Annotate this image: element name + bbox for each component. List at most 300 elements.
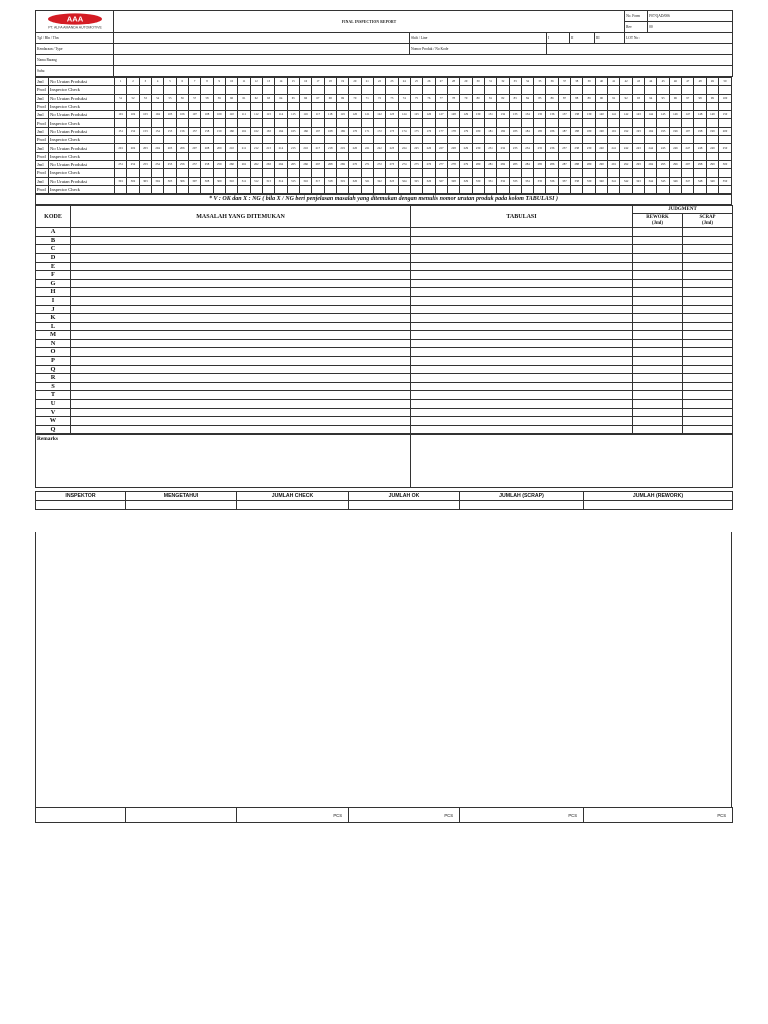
- scrap-cell[interactable]: [683, 279, 733, 288]
- check-cell[interactable]: [423, 136, 435, 144]
- check-cell[interactable]: [176, 169, 188, 177]
- check-cell[interactable]: [213, 136, 225, 144]
- check-cell[interactable]: [620, 152, 632, 160]
- check-cell[interactable]: [521, 152, 533, 160]
- check-cell[interactable]: [472, 119, 484, 127]
- check-cell[interactable]: [262, 185, 274, 193]
- check-cell[interactable]: [546, 86, 558, 94]
- check-cell[interactable]: [534, 102, 546, 110]
- check-cell[interactable]: [262, 102, 274, 110]
- check-cell[interactable]: [164, 185, 176, 193]
- check-cell[interactable]: [534, 169, 546, 177]
- check-cell[interactable]: [410, 136, 422, 144]
- check-cell[interactable]: [558, 136, 570, 144]
- masalah-cell[interactable]: [71, 271, 411, 280]
- check-cell[interactable]: [719, 152, 732, 160]
- check-cell[interactable]: [151, 86, 163, 94]
- masalah-cell[interactable]: [71, 417, 411, 426]
- check-cell[interactable]: [497, 86, 509, 94]
- check-cell[interactable]: [361, 152, 373, 160]
- check-cell[interactable]: [669, 119, 681, 127]
- rework-cell[interactable]: [633, 271, 683, 280]
- check-cell[interactable]: [398, 119, 410, 127]
- scrap-cell[interactable]: [683, 391, 733, 400]
- check-cell[interactable]: [201, 119, 213, 127]
- check-cell[interactable]: [213, 152, 225, 160]
- check-cell[interactable]: [509, 136, 521, 144]
- check-cell[interactable]: [139, 185, 151, 193]
- check-cell[interactable]: [386, 102, 398, 110]
- date-field[interactable]: [114, 33, 410, 44]
- check-cell[interactable]: [484, 136, 496, 144]
- scrap-cell[interactable]: [683, 296, 733, 305]
- masalah-cell[interactable]: [71, 331, 411, 340]
- tabulasi-cell[interactable]: [411, 262, 633, 271]
- check-cell[interactable]: [250, 136, 262, 144]
- check-cell[interactable]: [287, 86, 299, 94]
- mengetahui-sign-top[interactable]: [126, 501, 237, 510]
- check-cell[interactable]: [336, 185, 348, 193]
- check-cell[interactable]: [312, 102, 324, 110]
- check-cell[interactable]: [201, 102, 213, 110]
- check-cell[interactable]: [657, 185, 669, 193]
- check-cell[interactable]: [238, 169, 250, 177]
- check-cell[interactable]: [151, 102, 163, 110]
- check-cell[interactable]: [201, 185, 213, 193]
- check-cell[interactable]: [657, 169, 669, 177]
- check-cell[interactable]: [558, 152, 570, 160]
- check-cell[interactable]: [595, 86, 607, 94]
- check-cell[interactable]: [608, 119, 620, 127]
- check-cell[interactable]: [312, 119, 324, 127]
- masalah-cell[interactable]: [71, 228, 411, 237]
- check-cell[interactable]: [706, 152, 718, 160]
- check-cell[interactable]: [127, 169, 139, 177]
- check-cell[interactable]: [571, 136, 583, 144]
- check-cell[interactable]: [595, 185, 607, 193]
- check-cell[interactable]: [410, 119, 422, 127]
- check-cell[interactable]: [225, 152, 237, 160]
- inspektor-sign-top[interactable]: [36, 501, 126, 510]
- check-cell[interactable]: [176, 136, 188, 144]
- product-code-field[interactable]: [547, 44, 733, 55]
- check-cell[interactable]: [250, 86, 262, 94]
- check-cell[interactable]: [299, 102, 311, 110]
- check-cell[interactable]: [398, 169, 410, 177]
- jumlah-ok-top[interactable]: [349, 501, 460, 510]
- rework-cell[interactable]: [633, 279, 683, 288]
- check-cell[interactable]: [287, 152, 299, 160]
- check-cell[interactable]: [336, 152, 348, 160]
- check-cell[interactable]: [509, 169, 521, 177]
- check-cell[interactable]: [558, 86, 570, 94]
- masalah-cell[interactable]: [71, 322, 411, 331]
- check-cell[interactable]: [694, 102, 706, 110]
- rework-cell[interactable]: [633, 348, 683, 357]
- check-cell[interactable]: [645, 185, 657, 193]
- check-cell[interactable]: [275, 169, 287, 177]
- check-cell[interactable]: [115, 185, 127, 193]
- check-cell[interactable]: [336, 136, 348, 144]
- check-cell[interactable]: [225, 185, 237, 193]
- check-cell[interactable]: [484, 119, 496, 127]
- check-cell[interactable]: [213, 169, 225, 177]
- check-cell[interactable]: [620, 136, 632, 144]
- check-cell[interactable]: [262, 119, 274, 127]
- check-cell[interactable]: [127, 136, 139, 144]
- check-cell[interactable]: [287, 185, 299, 193]
- check-cell[interactable]: [324, 136, 336, 144]
- check-cell[interactable]: [201, 152, 213, 160]
- scrap-cell[interactable]: [683, 417, 733, 426]
- check-cell[interactable]: [460, 169, 472, 177]
- check-cell[interactable]: [127, 102, 139, 110]
- check-cell[interactable]: [521, 185, 533, 193]
- check-cell[interactable]: [398, 102, 410, 110]
- shift-2[interactable]: II: [570, 33, 595, 44]
- check-cell[interactable]: [447, 185, 459, 193]
- check-cell[interactable]: [472, 102, 484, 110]
- rework-cell[interactable]: [633, 322, 683, 331]
- rework-cell[interactable]: [633, 314, 683, 323]
- check-cell[interactable]: [238, 185, 250, 193]
- masalah-cell[interactable]: [71, 236, 411, 245]
- check-cell[interactable]: [386, 86, 398, 94]
- scrap-cell[interactable]: [683, 408, 733, 417]
- scrap-cell[interactable]: [683, 271, 733, 280]
- check-cell[interactable]: [349, 86, 361, 94]
- check-cell[interactable]: [632, 185, 644, 193]
- check-cell[interactable]: [250, 152, 262, 160]
- check-cell[interactable]: [188, 86, 200, 94]
- check-cell[interactable]: [127, 119, 139, 127]
- check-cell[interactable]: [694, 136, 706, 144]
- check-cell[interactable]: [115, 152, 127, 160]
- check-cell[interactable]: [534, 86, 546, 94]
- tabulasi-cell[interactable]: [411, 314, 633, 323]
- check-cell[interactable]: [139, 136, 151, 144]
- check-cell[interactable]: [460, 136, 472, 144]
- check-cell[interactable]: [447, 169, 459, 177]
- check-cell[interactable]: [336, 102, 348, 110]
- check-cell[interactable]: [657, 86, 669, 94]
- check-cell[interactable]: [423, 119, 435, 127]
- rework-cell[interactable]: [633, 288, 683, 297]
- check-cell[interactable]: [287, 119, 299, 127]
- check-cell[interactable]: [719, 102, 732, 110]
- rework-cell[interactable]: [633, 357, 683, 366]
- tabulasi-cell[interactable]: [411, 391, 633, 400]
- scrap-cell[interactable]: [683, 236, 733, 245]
- check-cell[interactable]: [682, 119, 694, 127]
- check-cell[interactable]: [595, 136, 607, 144]
- check-cell[interactable]: [324, 185, 336, 193]
- check-cell[interactable]: [349, 136, 361, 144]
- rework-cell[interactable]: [633, 400, 683, 409]
- check-cell[interactable]: [583, 185, 595, 193]
- check-cell[interactable]: [497, 102, 509, 110]
- check-cell[interactable]: [299, 152, 311, 160]
- tabulasi-cell[interactable]: [411, 357, 633, 366]
- masalah-cell[interactable]: [71, 305, 411, 314]
- check-cell[interactable]: [151, 169, 163, 177]
- check-cell[interactable]: [608, 152, 620, 160]
- jumlah-ok-value[interactable]: PCS: [349, 808, 460, 823]
- tabulasi-cell[interactable]: [411, 400, 633, 409]
- check-cell[interactable]: [225, 136, 237, 144]
- check-cell[interactable]: [645, 102, 657, 110]
- tabulasi-cell[interactable]: [411, 253, 633, 262]
- check-cell[interactable]: [386, 185, 398, 193]
- check-cell[interactable]: [115, 136, 127, 144]
- scrap-cell[interactable]: [683, 253, 733, 262]
- check-cell[interactable]: [682, 136, 694, 144]
- check-cell[interactable]: [336, 169, 348, 177]
- check-cell[interactable]: [410, 152, 422, 160]
- scrap-cell[interactable]: [683, 382, 733, 391]
- check-cell[interactable]: [336, 86, 348, 94]
- check-cell[interactable]: [349, 119, 361, 127]
- check-cell[interactable]: [694, 86, 706, 94]
- check-cell[interactable]: [682, 102, 694, 110]
- check-cell[interactable]: [373, 169, 385, 177]
- shift-1[interactable]: I: [547, 33, 570, 44]
- check-cell[interactable]: [632, 136, 644, 144]
- check-cell[interactable]: [472, 86, 484, 94]
- tabulasi-cell[interactable]: [411, 408, 633, 417]
- check-cell[interactable]: [706, 102, 718, 110]
- check-cell[interactable]: [386, 119, 398, 127]
- tabulasi-cell[interactable]: [411, 305, 633, 314]
- check-cell[interactable]: [312, 86, 324, 94]
- check-cell[interactable]: [546, 136, 558, 144]
- masalah-cell[interactable]: [71, 357, 411, 366]
- check-cell[interactable]: [546, 152, 558, 160]
- check-cell[interactable]: [484, 152, 496, 160]
- check-cell[interactable]: [213, 86, 225, 94]
- check-cell[interactable]: [534, 119, 546, 127]
- check-cell[interactable]: [558, 119, 570, 127]
- check-cell[interactable]: [262, 86, 274, 94]
- check-cell[interactable]: [188, 136, 200, 144]
- tabulasi-cell[interactable]: [411, 365, 633, 374]
- check-cell[interactable]: [373, 136, 385, 144]
- check-cell[interactable]: [164, 169, 176, 177]
- check-cell[interactable]: [324, 102, 336, 110]
- check-cell[interactable]: [373, 86, 385, 94]
- check-cell[interactable]: [534, 152, 546, 160]
- check-cell[interactable]: [682, 185, 694, 193]
- check-cell[interactable]: [410, 185, 422, 193]
- check-cell[interactable]: [645, 136, 657, 144]
- masalah-cell[interactable]: [71, 408, 411, 417]
- check-cell[interactable]: [423, 86, 435, 94]
- check-cell[interactable]: [447, 102, 459, 110]
- check-cell[interactable]: [188, 102, 200, 110]
- check-cell[interactable]: [460, 102, 472, 110]
- check-cell[interactable]: [238, 119, 250, 127]
- inspektor-sign[interactable]: [36, 808, 126, 823]
- check-cell[interactable]: [188, 119, 200, 127]
- check-cell[interactable]: [509, 119, 521, 127]
- check-cell[interactable]: [546, 185, 558, 193]
- check-cell[interactable]: [213, 185, 225, 193]
- check-cell[interactable]: [472, 169, 484, 177]
- check-cell[interactable]: [225, 119, 237, 127]
- check-cell[interactable]: [472, 152, 484, 160]
- check-cell[interactable]: [706, 119, 718, 127]
- check-cell[interactable]: [238, 152, 250, 160]
- check-cell[interactable]: [719, 119, 732, 127]
- check-cell[interactable]: [238, 86, 250, 94]
- check-cell[interactable]: [620, 102, 632, 110]
- check-cell[interactable]: [435, 185, 447, 193]
- check-cell[interactable]: [497, 136, 509, 144]
- tabulasi-cell[interactable]: [411, 339, 633, 348]
- check-cell[interactable]: [595, 152, 607, 160]
- check-cell[interactable]: [115, 169, 127, 177]
- check-cell[interactable]: [546, 102, 558, 110]
- rework-cell[interactable]: [633, 374, 683, 383]
- check-cell[interactable]: [361, 119, 373, 127]
- jumlah-rework-value[interactable]: PCS: [584, 808, 733, 823]
- check-cell[interactable]: [435, 152, 447, 160]
- tabulasi-cell[interactable]: [411, 288, 633, 297]
- jumlah-check-value[interactable]: PCS: [237, 808, 349, 823]
- check-cell[interactable]: [127, 185, 139, 193]
- check-cell[interactable]: [176, 102, 188, 110]
- check-cell[interactable]: [632, 102, 644, 110]
- check-cell[interactable]: [583, 119, 595, 127]
- rework-cell[interactable]: [633, 296, 683, 305]
- check-cell[interactable]: [398, 86, 410, 94]
- check-cell[interactable]: [447, 152, 459, 160]
- check-cell[interactable]: [509, 86, 521, 94]
- check-cell[interactable]: [275, 102, 287, 110]
- temperature-field[interactable]: [114, 66, 733, 77]
- scrap-cell[interactable]: [683, 228, 733, 237]
- check-cell[interactable]: [620, 169, 632, 177]
- rework-cell[interactable]: [633, 262, 683, 271]
- check-cell[interactable]: [349, 102, 361, 110]
- check-cell[interactable]: [115, 119, 127, 127]
- check-cell[interactable]: [386, 152, 398, 160]
- check-cell[interactable]: [213, 102, 225, 110]
- masalah-cell[interactable]: [71, 279, 411, 288]
- check-cell[interactable]: [324, 152, 336, 160]
- check-cell[interactable]: [262, 169, 274, 177]
- check-cell[interactable]: [164, 119, 176, 127]
- tabulasi-cell[interactable]: [411, 322, 633, 331]
- check-cell[interactable]: [435, 102, 447, 110]
- tabulasi-cell[interactable]: [411, 425, 633, 434]
- check-cell[interactable]: [164, 152, 176, 160]
- check-cell[interactable]: [460, 86, 472, 94]
- scrap-cell[interactable]: [683, 262, 733, 271]
- check-cell[interactable]: [632, 119, 644, 127]
- check-cell[interactable]: [719, 185, 732, 193]
- check-cell[interactable]: [460, 119, 472, 127]
- jumlah-check-top[interactable]: [237, 501, 349, 510]
- rework-cell[interactable]: [633, 408, 683, 417]
- check-cell[interactable]: [312, 136, 324, 144]
- check-cell[interactable]: [299, 86, 311, 94]
- tabulasi-cell[interactable]: [411, 382, 633, 391]
- masalah-cell[interactable]: [71, 365, 411, 374]
- check-cell[interactable]: [225, 86, 237, 94]
- check-cell[interactable]: [398, 136, 410, 144]
- check-cell[interactable]: [595, 102, 607, 110]
- check-cell[interactable]: [164, 102, 176, 110]
- check-cell[interactable]: [373, 119, 385, 127]
- check-cell[interactable]: [115, 86, 127, 94]
- check-cell[interactable]: [706, 169, 718, 177]
- check-cell[interactable]: [373, 152, 385, 160]
- scrap-cell[interactable]: [683, 339, 733, 348]
- rework-cell[interactable]: [633, 305, 683, 314]
- masalah-cell[interactable]: [71, 253, 411, 262]
- check-cell[interactable]: [645, 169, 657, 177]
- rework-cell[interactable]: [633, 417, 683, 426]
- check-cell[interactable]: [460, 185, 472, 193]
- check-cell[interactable]: [213, 119, 225, 127]
- check-cell[interactable]: [521, 102, 533, 110]
- scrap-cell[interactable]: [683, 365, 733, 374]
- remarks-field[interactable]: [36, 435, 411, 488]
- check-cell[interactable]: [164, 86, 176, 94]
- tabulasi-cell[interactable]: [411, 271, 633, 280]
- check-cell[interactable]: [139, 102, 151, 110]
- check-cell[interactable]: [151, 136, 163, 144]
- check-cell[interactable]: [361, 102, 373, 110]
- check-cell[interactable]: [275, 86, 287, 94]
- check-cell[interactable]: [299, 169, 311, 177]
- check-cell[interactable]: [324, 119, 336, 127]
- check-cell[interactable]: [275, 119, 287, 127]
- check-cell[interactable]: [386, 136, 398, 144]
- check-cell[interactable]: [521, 86, 533, 94]
- shift-3[interactable]: III: [595, 33, 625, 44]
- check-cell[interactable]: [620, 185, 632, 193]
- check-cell[interactable]: [238, 102, 250, 110]
- check-cell[interactable]: [608, 136, 620, 144]
- rework-cell[interactable]: [633, 228, 683, 237]
- check-cell[interactable]: [669, 185, 681, 193]
- masalah-cell[interactable]: [71, 400, 411, 409]
- check-cell[interactable]: [373, 185, 385, 193]
- check-cell[interactable]: [447, 136, 459, 144]
- check-cell[interactable]: [275, 152, 287, 160]
- check-cell[interactable]: [706, 86, 718, 94]
- tabulasi-cell[interactable]: [411, 279, 633, 288]
- check-cell[interactable]: [188, 169, 200, 177]
- check-cell[interactable]: [299, 119, 311, 127]
- check-cell[interactable]: [546, 169, 558, 177]
- check-cell[interactable]: [694, 119, 706, 127]
- check-cell[interactable]: [410, 169, 422, 177]
- check-cell[interactable]: [484, 86, 496, 94]
- check-cell[interactable]: [497, 169, 509, 177]
- tabulasi-cell[interactable]: [411, 331, 633, 340]
- rework-cell[interactable]: [633, 382, 683, 391]
- check-cell[interactable]: [361, 86, 373, 94]
- check-cell[interactable]: [719, 136, 732, 144]
- check-cell[interactable]: [176, 86, 188, 94]
- check-cell[interactable]: [398, 185, 410, 193]
- check-cell[interactable]: [632, 152, 644, 160]
- check-cell[interactable]: [151, 185, 163, 193]
- check-cell[interactable]: [558, 185, 570, 193]
